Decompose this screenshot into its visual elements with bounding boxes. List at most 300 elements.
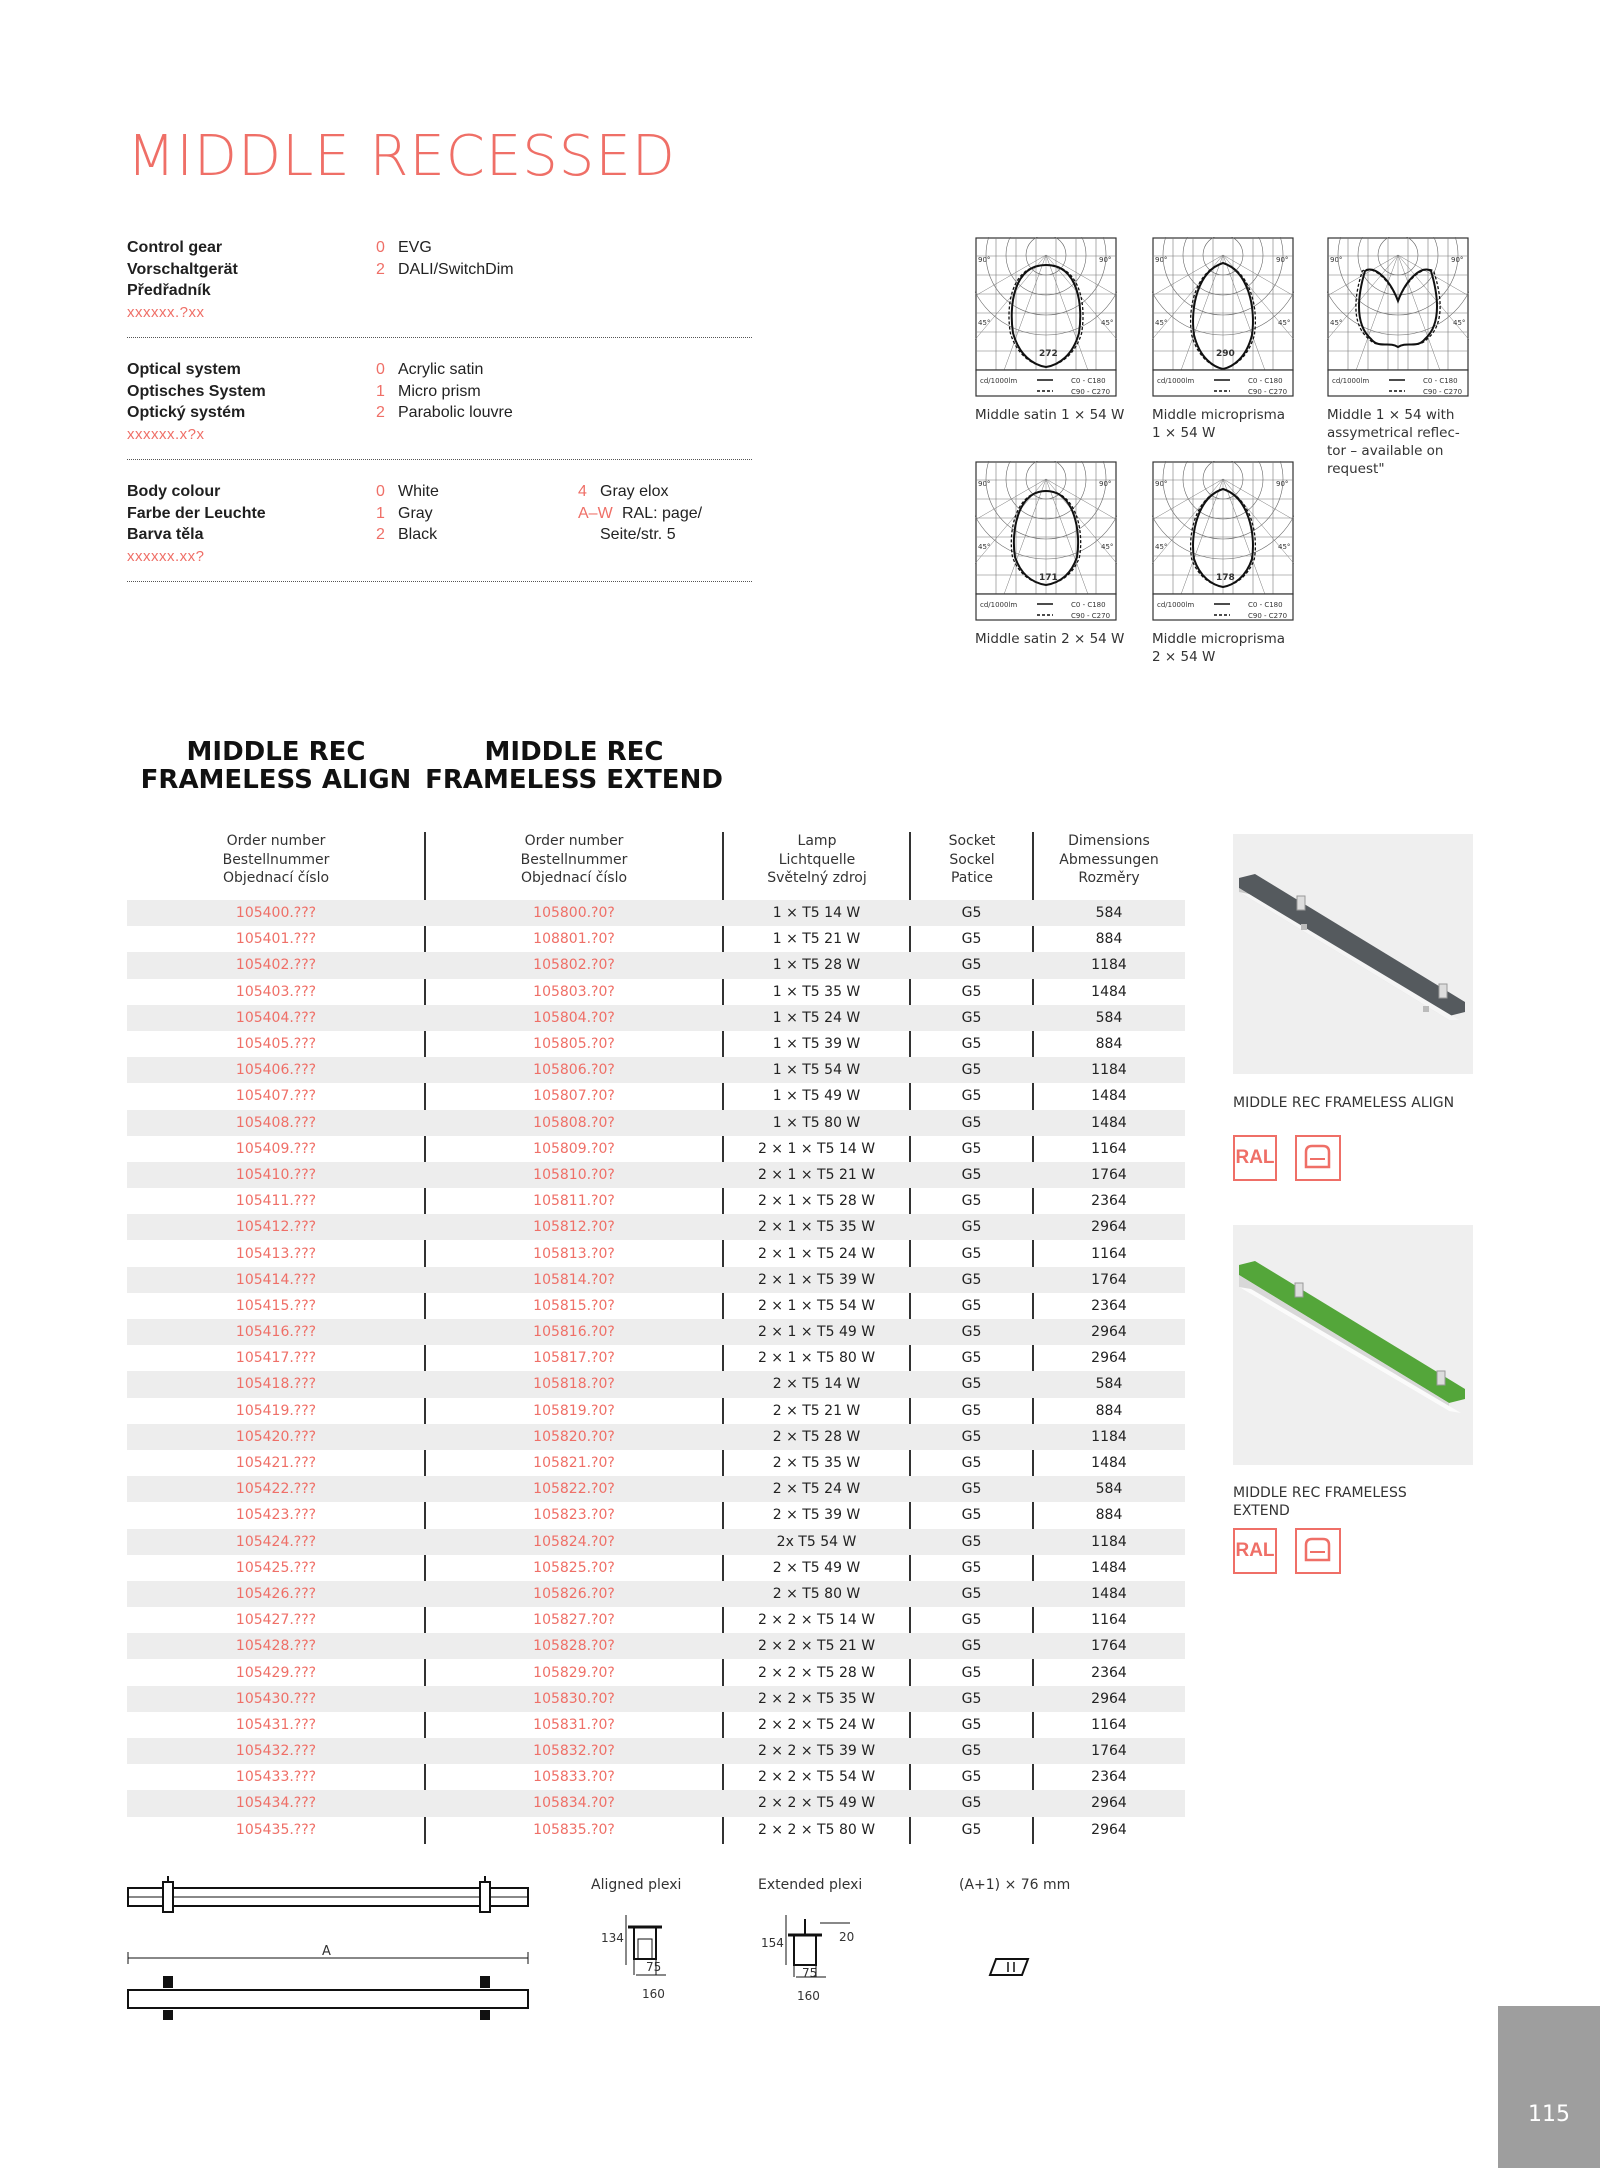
angle-label: 45°	[1278, 543, 1291, 551]
dimension-cell: 2364	[1091, 1664, 1127, 1681]
lamp-cell: 2 × 1 × T5 14 W	[757, 1140, 876, 1157]
order-number-extend: 108801.?0?	[533, 931, 615, 948]
lamp-cell: 2 × 1 × T5 28 W	[757, 1193, 876, 1210]
table-row	[127, 1790, 1185, 1816]
diagram-caption	[1152, 630, 1285, 666]
socket-cell: G5	[910, 1371, 1033, 1397]
table-row	[127, 1083, 1185, 1109]
luminaire-extend-illustration	[1233, 1225, 1473, 1465]
lamp-cell: 2 × 1 × T5 80 W	[757, 1350, 876, 1367]
dimension-cell: 584	[1033, 1476, 1185, 1502]
lamp-cell: 2 × 2 × T5 35 W	[723, 1686, 910, 1712]
order-number-extend: 105831.?0?	[533, 1716, 615, 1733]
ceiling-cutout-icon	[988, 1955, 1034, 1984]
lamp-cell: 2 × 2 × T5 54 W	[757, 1769, 876, 1786]
table-row	[127, 1817, 1185, 1843]
unit-label: cd/1000lm	[980, 377, 1018, 385]
lamp-cell: 2 × 1 × T5 35 W	[723, 1214, 910, 1240]
dimension-cell: 2964	[1033, 1319, 1185, 1345]
angle-label: 90°	[1330, 256, 1343, 264]
option-value	[376, 402, 513, 424]
column-header-line: Socket	[948, 833, 996, 849]
unit-label: cd/1000lm	[1157, 601, 1195, 609]
lamp-cell: 2 × 1 × T5 54 W	[757, 1297, 876, 1314]
socket-cell: G5	[961, 1297, 982, 1314]
order-number-extend: 105820.?0?	[425, 1424, 723, 1450]
order-number-extend: 105826.?0?	[425, 1581, 723, 1607]
table-row	[127, 1214, 1185, 1240]
option-text: Gray elox	[600, 483, 669, 500]
polar-diagram	[1152, 237, 1294, 409]
order-number-extend: 105834.?0?	[425, 1790, 723, 1816]
angle-label: 90°	[1155, 256, 1168, 264]
socket-cell: G5	[961, 1245, 982, 1262]
table-row	[127, 1502, 1185, 1528]
order-table	[127, 900, 1185, 1843]
option-number: 0	[376, 239, 385, 256]
lamp-cell: 2 × 2 × T5 39 W	[723, 1738, 910, 1764]
diagram-caption-line: Middle 1 × 54 with	[1327, 407, 1455, 423]
column-header-line: Světelný zdroj	[767, 870, 867, 886]
column-header-line: Objednací číslo	[222, 870, 330, 886]
option-label: Optisches System	[127, 382, 266, 400]
order-number-extend: 105803.?0?	[533, 983, 615, 1000]
dimension-cell: 884	[1095, 1036, 1123, 1053]
order-number-extend: 105825.?0?	[533, 1559, 615, 1576]
order-number-align: 105418.???	[127, 1371, 425, 1397]
angle-label: 45°	[1101, 543, 1114, 551]
angle-label: 45°	[1155, 319, 1168, 327]
table-row	[127, 1110, 1185, 1136]
dimension-cell: 1164	[1091, 1612, 1127, 1629]
option-number: 2	[376, 404, 385, 421]
table-row	[127, 1240, 1185, 1266]
order-number-align: 105401.???	[235, 931, 317, 948]
page-number: 115	[1498, 2006, 1600, 2168]
order-number-align: 105403.???	[235, 983, 317, 1000]
table-row	[127, 1450, 1185, 1476]
column-header-line: Bestellnummer	[222, 851, 330, 868]
peak-value: 290	[1216, 349, 1235, 359]
table-row	[127, 1398, 1185, 1424]
dotted-divider	[127, 337, 752, 338]
option-values	[578, 481, 702, 546]
order-number-extend: 105804.?0?	[425, 1005, 723, 1031]
lamp-cell: 2 × 1 × T5 21 W	[723, 1162, 910, 1188]
option-text: Seite/str. 5	[600, 526, 676, 543]
order-number-align: 105434.???	[127, 1790, 425, 1816]
length-label: A	[322, 1944, 331, 1959]
diagram-caption-line: Middle microprisma	[1152, 407, 1286, 423]
socket-cell: G5	[910, 1162, 1033, 1188]
column-header	[425, 832, 723, 888]
order-number-extend: 105806.?0?	[425, 1057, 723, 1083]
legend-label: C90 - C270	[1071, 612, 1111, 620]
order-number-extend: 105823.?0?	[533, 1507, 615, 1524]
socket-cell: G5	[910, 1267, 1033, 1293]
table-row	[127, 1371, 1185, 1397]
extend-caption-line: MIDDLE REC FRAMELESS	[1233, 1485, 1407, 1501]
option-number: 1	[376, 382, 385, 400]
diagram-caption	[975, 406, 1124, 424]
order-number-align: 105426.???	[127, 1581, 425, 1607]
lamp-cell: 2 × 2 × T5 28 W	[757, 1664, 876, 1681]
aligned-inner-width: 75	[646, 1960, 662, 1974]
dimension-cell: 1484	[1091, 1088, 1127, 1105]
option-number: 1	[376, 504, 385, 522]
product-image-extend	[1233, 1225, 1473, 1465]
dimension-cell: 1484	[1033, 1581, 1185, 1607]
table-row	[127, 1738, 1185, 1764]
socket-cell: G5	[961, 1821, 982, 1838]
dimension-cell: 1484	[1033, 1110, 1185, 1136]
dimension-cell: 584	[1033, 900, 1185, 926]
order-number-extend: 105802.?0?	[425, 952, 723, 978]
socket-cell: G5	[910, 1686, 1033, 1712]
angle-label: 90°	[978, 480, 991, 488]
socket-cell: G5	[961, 1455, 982, 1472]
lamp-cell: 2 × 2 × T5 14 W	[757, 1612, 876, 1629]
option-value	[376, 481, 439, 503]
polar-diagram	[975, 461, 1117, 633]
diagram-caption	[1152, 406, 1285, 442]
lamp-cell: 1 × T5 14 W	[723, 900, 910, 926]
lamp-cell: 1 × T5 49 W	[772, 1088, 861, 1105]
lamp-cell: 2 × 1 × T5 49 W	[723, 1319, 910, 1345]
table-row	[127, 952, 1185, 978]
socket-cell: G5	[961, 1559, 982, 1576]
ral-icon: RAL	[1233, 1135, 1277, 1181]
order-number-extend: 105811.?0?	[533, 1193, 615, 1210]
order-number-align: 105428.???	[127, 1633, 425, 1659]
diagram-caption-line: 2 × 54 W	[1152, 649, 1216, 665]
table-row	[127, 979, 1185, 1005]
order-number-extend: 105809.?0?	[533, 1140, 615, 1157]
option-label: Vorschaltgerät	[127, 260, 238, 278]
order-number-align: 105415.???	[235, 1297, 317, 1314]
lamp-cell: 2 × 2 × T5 21 W	[723, 1633, 910, 1659]
order-number-align: 105433.???	[235, 1769, 317, 1786]
table-row	[127, 1659, 1185, 1685]
dimension-cell: 1184	[1033, 1057, 1185, 1083]
order-number-align: 105435.???	[235, 1821, 317, 1838]
extended-height: 154	[761, 1936, 784, 1950]
order-number-align: 105427.???	[235, 1612, 317, 1629]
product-heading-line: FRAMELESS EXTEND	[425, 765, 723, 795]
diagram-caption-line: tor – available on	[1327, 443, 1444, 459]
table-row	[127, 1293, 1185, 1319]
order-number-extend: 105827.?0?	[533, 1612, 615, 1629]
dimension-cell: 1184	[1033, 952, 1185, 978]
dimension-cell: 1484	[1091, 1559, 1127, 1576]
dimension-cell: 584	[1033, 1371, 1185, 1397]
order-number-align: 105404.???	[127, 1005, 425, 1031]
order-number-align: 105408.???	[127, 1110, 425, 1136]
order-number-align: 105425.???	[235, 1559, 317, 1576]
unit-label: cd/1000lm	[1332, 377, 1370, 385]
dimension-cell: 1764	[1033, 1267, 1185, 1293]
unit-label: cd/1000lm	[980, 601, 1018, 609]
table-row	[127, 1267, 1185, 1293]
order-number-extend: 105810.?0?	[425, 1162, 723, 1188]
option-number: 2	[376, 260, 385, 278]
luminaire-align-illustration	[1233, 834, 1473, 1074]
lamp-cell: 1 × T5 24 W	[723, 1005, 910, 1031]
angle-label: 90°	[1099, 480, 1112, 488]
order-number-align: 105430.???	[127, 1686, 425, 1712]
option-text: EVG	[398, 239, 432, 256]
peak-value: 178	[1216, 573, 1235, 583]
order-number-extend: 105822.?0?	[425, 1476, 723, 1502]
option-values	[376, 481, 439, 546]
socket-cell: G5	[961, 1612, 982, 1629]
order-number-align: 105417.???	[235, 1350, 317, 1367]
order-number-align: 105405.???	[235, 1036, 317, 1053]
dimension-cell: 2964	[1033, 1790, 1185, 1816]
angle-label: 45°	[1278, 319, 1291, 327]
product-heading-align	[127, 738, 425, 794]
option-label: Optical system	[127, 361, 241, 378]
order-number-align: 105432.???	[127, 1738, 425, 1764]
socket-cell: G5	[910, 1424, 1033, 1450]
option-text: Black	[398, 526, 438, 543]
angle-label: 90°	[1451, 256, 1464, 264]
column-header	[724, 832, 910, 888]
option-values	[376, 359, 513, 424]
extend-caption-line: EXTEND	[1233, 1503, 1290, 1519]
socket-cell: G5	[961, 1716, 982, 1733]
socket-cell: G5	[961, 1664, 982, 1681]
order-number-extend: 105830.?0?	[425, 1686, 723, 1712]
column-header-line: Abmessungen	[1059, 851, 1159, 868]
order-number-align: 105423.???	[235, 1507, 317, 1524]
legend-label: C90 - C270	[1423, 388, 1463, 396]
option-value	[376, 524, 439, 546]
angle-label: 45°	[1453, 319, 1466, 327]
order-number-extend: 105813.?0?	[533, 1245, 615, 1262]
order-number-align: 105402.???	[127, 952, 425, 978]
option-label: Farbe der Leuchte	[127, 504, 266, 522]
aligned-height: 134	[601, 1931, 624, 1945]
table-row	[127, 1686, 1185, 1712]
order-number-extend: 105815.?0?	[533, 1297, 615, 1314]
option-text: White	[398, 483, 439, 500]
frame-profile-icon	[1295, 1528, 1341, 1574]
angle-label: 90°	[1099, 256, 1112, 264]
option-label: Barva těla	[127, 526, 204, 543]
legend-label: C90 - C270	[1071, 388, 1111, 396]
table-row	[127, 900, 1185, 926]
angle-label: 90°	[978, 256, 991, 264]
lamp-cell: 2 × T5 24 W	[723, 1476, 910, 1502]
order-number-align: 105421.???	[235, 1455, 317, 1472]
column-header-line: Dimensions	[1068, 833, 1150, 849]
order-number-extend: 105812.?0?	[425, 1214, 723, 1240]
aligned-outer-width: 160	[642, 1987, 665, 2001]
column-header	[911, 832, 1033, 888]
dimension-cell: 1764	[1033, 1633, 1185, 1659]
socket-cell: G5	[910, 1476, 1033, 1502]
table-row	[127, 1607, 1185, 1633]
dimension-cell: 2364	[1091, 1297, 1127, 1314]
polar-diagram	[1152, 461, 1294, 633]
lamp-cell: 1 × T5 28 W	[723, 952, 910, 978]
socket-cell: G5	[961, 1088, 982, 1105]
legend-label: C0 - C180	[1071, 601, 1106, 609]
column-header-line: Patice	[950, 870, 994, 886]
socket-cell: G5	[910, 1633, 1033, 1659]
table-row	[127, 1476, 1185, 1502]
product-heading-line: MIDDLE REC	[186, 737, 366, 767]
socket-cell: G5	[961, 1769, 982, 1786]
page-title: MIDDLE RECESSED	[127, 124, 676, 189]
aligned-plexi-section	[596, 1905, 686, 2005]
aligned-plexi-caption: Aligned plexi	[591, 1877, 682, 1893]
order-number-align: 105411.???	[235, 1193, 317, 1210]
order-number-align: 105412.???	[127, 1214, 425, 1240]
dotted-divider	[127, 459, 752, 460]
extend-caption	[1233, 1484, 1407, 1520]
dimension-cell: 1764	[1033, 1738, 1185, 1764]
table-row	[127, 1162, 1185, 1188]
legend-label: C0 - C180	[1071, 377, 1106, 385]
table-row	[127, 926, 1185, 952]
socket-cell: G5	[910, 1005, 1033, 1031]
order-number-extend: 105829.?0?	[533, 1664, 615, 1681]
option-value	[376, 259, 514, 281]
option-value	[376, 381, 513, 403]
option-text: Gray	[398, 504, 433, 522]
dimension-cell: 884	[1095, 1402, 1123, 1419]
socket-cell: G5	[961, 1193, 982, 1210]
option-value	[578, 481, 702, 503]
ral-icon: RAL	[1233, 1528, 1277, 1574]
order-number-align: 105419.???	[235, 1402, 317, 1419]
product-heading-line: MIDDLE REC	[484, 737, 664, 767]
socket-cell: G5	[961, 1036, 982, 1053]
angle-label: 45°	[978, 543, 991, 551]
order-number-align: 105420.???	[127, 1424, 425, 1450]
frame-profile-icon	[1295, 1135, 1341, 1181]
table-row	[127, 1764, 1185, 1790]
option-number: 2	[376, 526, 385, 543]
socket-cell: G5	[910, 900, 1033, 926]
order-number-extend: 105824.?0?	[425, 1529, 723, 1555]
extended-outer-width: 160	[797, 1989, 820, 2003]
order-number-align: 105407.???	[235, 1088, 317, 1105]
lamp-cell: 2 × T5 80 W	[723, 1581, 910, 1607]
option-text: DALI/SwitchDim	[398, 260, 514, 278]
order-number-extend: 105816.?0?	[425, 1319, 723, 1345]
lamp-cell: 2 × 2 × T5 49 W	[723, 1790, 910, 1816]
lamp-cell: 2 × T5 21 W	[772, 1402, 861, 1419]
column-header-line: Lamp	[797, 833, 837, 849]
dimension-cell: 2364	[1091, 1193, 1127, 1210]
lamp-cell: 1 × T5 21 W	[772, 931, 861, 948]
socket-cell: G5	[910, 1057, 1033, 1083]
align-caption: MIDDLE REC FRAMELESS ALIGN	[1233, 1095, 1455, 1111]
column-header-line: Sockel	[949, 851, 995, 868]
column-header-line: Order number	[226, 833, 326, 849]
diagram-caption	[1327, 406, 1460, 478]
column-header-line: Lichtquelle	[778, 851, 856, 868]
lamp-cell: 2 × T5 28 W	[723, 1424, 910, 1450]
diagram-caption	[975, 630, 1124, 648]
diagram-caption-line: assymetrical reflec-	[1327, 425, 1460, 441]
option-code: xxxxxx.xx?	[127, 547, 205, 565]
diagram-caption-line: Middle microprisma	[1152, 631, 1286, 647]
column-header	[1034, 832, 1184, 888]
lamp-cell: 2 × T5 35 W	[772, 1455, 861, 1472]
order-number-extend: 105818.?0?	[425, 1371, 723, 1397]
table-row	[127, 1555, 1185, 1581]
lamp-cell: 2 × 2 × T5 24 W	[757, 1716, 876, 1733]
column-header-line: Bestellnummer	[520, 851, 628, 868]
column-header-line: Order number	[524, 833, 624, 849]
table-row	[127, 1712, 1185, 1738]
socket-cell: G5	[910, 1110, 1033, 1136]
table-row	[127, 1031, 1185, 1057]
angle-label: 45°	[1155, 543, 1168, 551]
option-text: Acrylic satin	[398, 361, 484, 378]
order-number-extend: 105814.?0?	[425, 1267, 723, 1293]
option-text: Parabolic louvre	[398, 404, 513, 421]
option-number: A–W	[578, 504, 613, 522]
socket-cell: G5	[961, 931, 982, 948]
peak-value: 171	[1039, 573, 1058, 583]
dimension-cell: 2964	[1033, 1214, 1185, 1240]
extended-inner-width: 75	[802, 1966, 818, 1980]
order-number-align: 105422.???	[127, 1476, 425, 1502]
option-label: Control gear	[127, 239, 223, 256]
lamp-cell: 1 × T5 39 W	[772, 1036, 861, 1053]
lamp-cell: 2 × T5 39 W	[772, 1507, 861, 1524]
order-number-extend: 105833.?0?	[533, 1769, 615, 1786]
option-value	[376, 237, 514, 259]
lamp-cell: 1 × T5 80 W	[723, 1110, 910, 1136]
option-values	[376, 237, 514, 280]
order-number-align: 105400.???	[127, 900, 425, 926]
dimension-cell: 1184	[1033, 1424, 1185, 1450]
option-code: xxxxxx.?xx	[127, 303, 205, 321]
legend-label: C90 - C270	[1248, 612, 1288, 620]
socket-cell: G5	[910, 1529, 1033, 1555]
order-number-align: 105413.???	[235, 1245, 317, 1262]
dimension-cell: 1484	[1091, 983, 1127, 1000]
lamp-cell: 1 × T5 35 W	[772, 983, 861, 1000]
diagram-caption-line: Middle satin 1 × 54 W	[975, 407, 1125, 423]
dimension-cell: 2364	[1091, 1769, 1127, 1786]
socket-cell: G5	[961, 1507, 982, 1524]
lamp-cell: 2 × T5 14 W	[723, 1371, 910, 1397]
socket-cell: G5	[961, 1350, 982, 1367]
product-image-align	[1233, 834, 1473, 1074]
diagram-caption-line: 1 × 54 W	[1152, 425, 1216, 441]
angle-label: 45°	[978, 319, 991, 327]
order-number-align: 105431.???	[235, 1716, 317, 1733]
dimension-cell: 1164	[1091, 1140, 1127, 1157]
diagram-caption-line: Middle satin 2 × 54 W	[975, 631, 1125, 647]
socket-cell: G5	[910, 1790, 1033, 1816]
order-number-align: 105410.???	[127, 1162, 425, 1188]
legend-label: C0 - C180	[1423, 377, 1458, 385]
option-value	[376, 359, 513, 381]
diagram-caption-line: request"	[1327, 461, 1385, 477]
angle-label: 45°	[1330, 319, 1343, 327]
table-row	[127, 1005, 1185, 1031]
order-number-extend: 105828.?0?	[425, 1633, 723, 1659]
dimension-cell: 1764	[1033, 1162, 1185, 1188]
